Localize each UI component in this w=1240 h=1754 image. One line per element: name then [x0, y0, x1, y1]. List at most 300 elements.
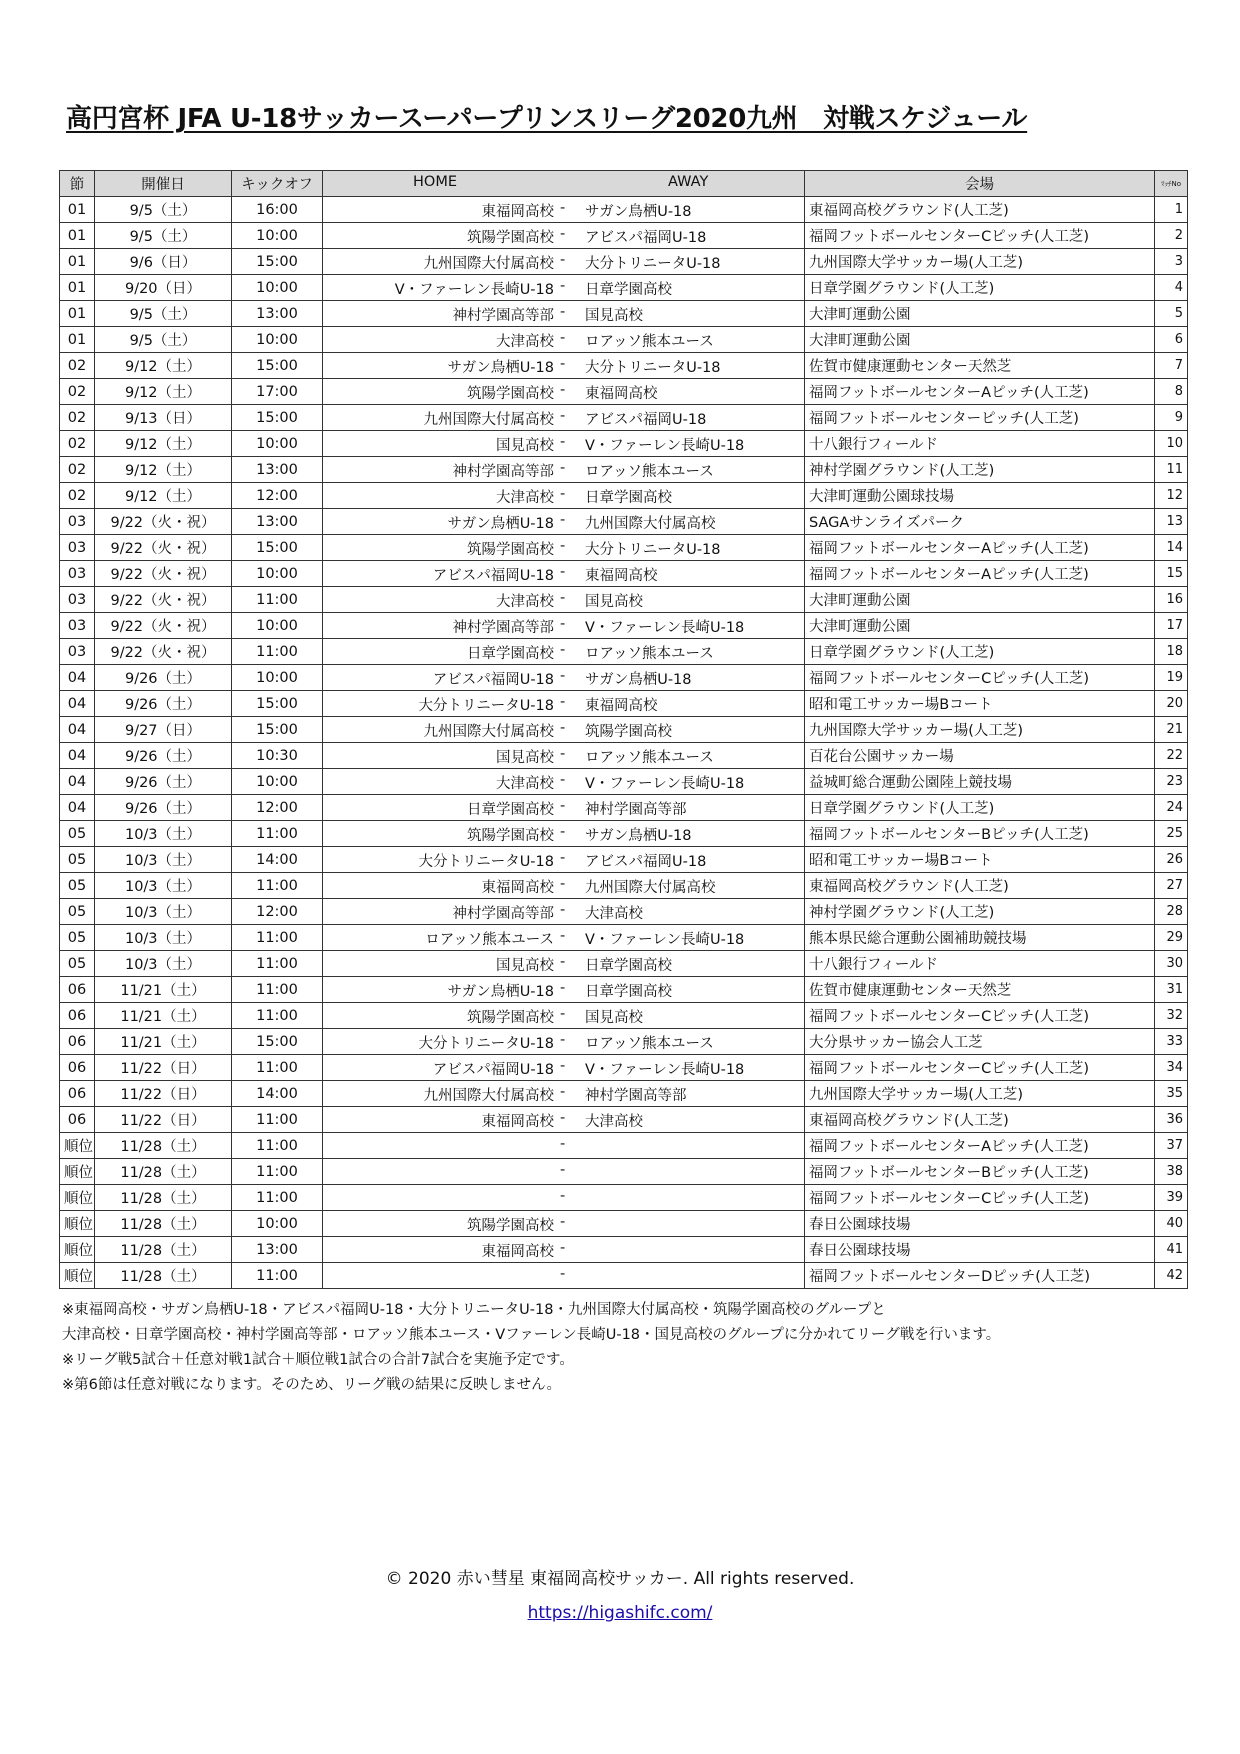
date-cell: 9/20（日） — [95, 275, 232, 301]
venue-cell: 神村学園グラウンド(人工芝) — [805, 457, 1155, 483]
date-cell: 11/21（土） — [95, 1003, 232, 1029]
round-cell: 05 — [60, 899, 95, 925]
table-row — [60, 275, 1188, 301]
kickoff-cell: 15:00 — [232, 691, 323, 717]
venue-cell: SAGAサンライズパーク — [805, 509, 1155, 535]
away-team: ロアッソ熊本ユース — [585, 334, 714, 350]
table-row — [60, 561, 1188, 587]
table-row — [60, 665, 1188, 691]
date-cell: 9/22（火・祝） — [95, 561, 232, 587]
date-cell: 11/22（日） — [95, 1081, 232, 1107]
venue-cell: 昭和電工サッカー場Bコート — [805, 691, 1155, 717]
vs-separator: - — [560, 720, 566, 736]
match-cell — [323, 1133, 805, 1159]
away-team: V・ファーレン長崎U-18 — [585, 776, 745, 792]
vs-separator: - — [560, 616, 566, 632]
away-team: 東福岡高校 — [585, 698, 658, 714]
kickoff-cell: 10:00 — [232, 561, 323, 587]
away-team: 国見高校 — [585, 1010, 643, 1026]
match-no-cell: 38 — [1155, 1159, 1188, 1185]
home-team: 九州国際大付属高校 — [423, 1088, 554, 1104]
venue-cell: 大津町運動公園 — [805, 587, 1155, 613]
kickoff-cell: 11:00 — [232, 1159, 323, 1185]
vs-separator: - — [560, 1162, 566, 1178]
date-cell: 9/6（日） — [95, 249, 232, 275]
home-team: 筑陽学園高校 — [467, 386, 554, 402]
away-team: サガン鳥栖U-18 — [585, 828, 692, 844]
table-row — [60, 899, 1188, 925]
venue-cell: 熊本県民総合運動公園補助競技場 — [805, 925, 1155, 951]
copyright-text: © 2020 赤い彗星 東福岡高校サッカー. All rights reserved. — [385, 1569, 855, 1589]
venue-cell: 昭和電工サッカー場Bコート — [805, 847, 1155, 873]
notes — [62, 1298, 1000, 1398]
match-no-cell: 1 — [1155, 197, 1188, 223]
home-team: アビスパ福岡U-18 — [432, 672, 554, 688]
date-cell: 10/3（土） — [95, 925, 232, 951]
away-team: ロアッソ熊本ユース — [585, 646, 714, 662]
round-cell: 04 — [60, 769, 95, 795]
match-cell — [323, 561, 805, 587]
match-cell — [323, 223, 805, 249]
venue-cell: 日章学園グラウンド(人工芝) — [805, 639, 1155, 665]
vs-separator: - — [560, 1006, 566, 1022]
kickoff-cell: 11:00 — [232, 639, 323, 665]
table-row — [60, 379, 1188, 405]
away-team: アビスパ福岡U-18 — [585, 412, 707, 428]
date-cell: 9/22（火・祝） — [95, 587, 232, 613]
header-round: 節 — [60, 171, 95, 197]
note-line: 大津高校・日章学園高校・神村学園高等部・ロアッソ熊本ユース・Vファーレン長崎U-18・国見高校のグループに分かれてリーグ戦を行います。 — [62, 1327, 1001, 1343]
table-row — [60, 743, 1188, 769]
venue-cell: 九州国際大学サッカー場(人工芝) — [805, 717, 1155, 743]
vs-separator: - — [560, 226, 566, 242]
kickoff-cell: 11:00 — [232, 1185, 323, 1211]
round-cell: 02 — [60, 483, 95, 509]
table-row — [60, 691, 1188, 717]
round-cell: 04 — [60, 795, 95, 821]
match-cell — [323, 899, 805, 925]
kickoff-cell: 11:00 — [232, 873, 323, 899]
away-team: 大津高校 — [585, 1114, 643, 1130]
away-team: アビスパ福岡U-18 — [585, 230, 707, 246]
home-team: 神村学園高等部 — [452, 620, 554, 636]
table-row — [60, 717, 1188, 743]
vs-separator: - — [560, 434, 566, 450]
home-team: サガン鳥栖U-18 — [447, 516, 554, 532]
date-cell: 11/28（土） — [95, 1263, 232, 1289]
vs-separator: - — [560, 1188, 566, 1204]
date-cell: 10/3（土） — [95, 951, 232, 977]
match-no-cell: 32 — [1155, 1003, 1188, 1029]
kickoff-cell: 10:00 — [232, 769, 323, 795]
match-no-cell: 39 — [1155, 1185, 1188, 1211]
table-row — [60, 769, 1188, 795]
kickoff-cell: 10:00 — [232, 431, 323, 457]
vs-separator: - — [560, 200, 566, 216]
home-team: ロアッソ熊本ユース — [425, 932, 554, 948]
table-row — [60, 431, 1188, 457]
date-cell: 9/12（土） — [95, 483, 232, 509]
match-cell — [323, 665, 805, 691]
kickoff-cell: 15:00 — [232, 353, 323, 379]
table-row — [60, 405, 1188, 431]
date-cell: 9/12（土） — [95, 457, 232, 483]
kickoff-cell: 10:00 — [232, 275, 323, 301]
match-no-cell: 35 — [1155, 1081, 1188, 1107]
vs-separator: - — [560, 1240, 566, 1256]
date-cell: 9/5（土） — [95, 301, 232, 327]
match-no-cell: 29 — [1155, 925, 1188, 951]
match-no-cell: 27 — [1155, 873, 1188, 899]
match-no-cell: 19 — [1155, 665, 1188, 691]
round-cell: 05 — [60, 847, 95, 873]
table-row — [60, 1107, 1188, 1133]
home-team: 九州国際大付属高校 — [423, 724, 554, 740]
round-cell: 05 — [60, 873, 95, 899]
vs-separator: - — [560, 954, 566, 970]
date-cell: 9/26（土） — [95, 665, 232, 691]
round-cell: 03 — [60, 561, 95, 587]
match-no-cell: 5 — [1155, 301, 1188, 327]
kickoff-cell: 10:00 — [232, 665, 323, 691]
venue-cell: 春日公園球技場 — [805, 1211, 1155, 1237]
date-cell: 9/26（土） — [95, 795, 232, 821]
table-row — [60, 483, 1188, 509]
match-cell — [323, 353, 805, 379]
round-cell: 03 — [60, 639, 95, 665]
kickoff-cell: 11:00 — [232, 951, 323, 977]
round-cell: 06 — [60, 1107, 95, 1133]
vs-separator: - — [560, 356, 566, 372]
away-team: アビスパ福岡U-18 — [585, 854, 707, 870]
round-cell: 01 — [60, 275, 95, 301]
away-team: 大分トリニータU-18 — [585, 542, 721, 558]
vs-separator: - — [560, 330, 566, 346]
away-team: 日章学園高校 — [585, 958, 672, 974]
table-row — [60, 1133, 1188, 1159]
match-cell — [323, 1211, 805, 1237]
away-team: ロアッソ熊本ユース — [585, 464, 714, 480]
venue-cell: 春日公園球技場 — [805, 1237, 1155, 1263]
match-no-cell: 26 — [1155, 847, 1188, 873]
table-row — [60, 977, 1188, 1003]
website-link[interactable]: https://higashifc.com/ — [527, 1603, 713, 1623]
away-team: 神村学園高等部 — [585, 802, 687, 818]
table-row — [60, 197, 1188, 223]
home-team: 大分トリニータU-18 — [418, 698, 554, 714]
venue-cell: 東福岡高校グラウンド(人工芝) — [805, 873, 1155, 899]
vs-separator: - — [560, 486, 566, 502]
away-team: 東福岡高校 — [585, 386, 658, 402]
match-cell — [323, 1029, 805, 1055]
round-cell: 04 — [60, 691, 95, 717]
vs-separator: - — [560, 1266, 566, 1282]
round-cell: 05 — [60, 925, 95, 951]
venue-cell: 神村学園グラウンド(人工芝) — [805, 899, 1155, 925]
note-line: ※リーグ戦5試合＋任意対戦1試合＋順位戦1試合の合計7試合を実施予定です。 — [62, 1352, 574, 1368]
home-team: 大分トリニータU-18 — [418, 1036, 554, 1052]
vs-separator: - — [560, 278, 566, 294]
home-team: 日章学園高校 — [467, 802, 554, 818]
date-cell: 10/3（土） — [95, 847, 232, 873]
round-cell: 順位 — [60, 1133, 95, 1159]
home-team: 神村学園高等部 — [452, 464, 554, 480]
match-no-cell: 22 — [1155, 743, 1188, 769]
table-row — [60, 1159, 1188, 1185]
venue-cell: 福岡フットボールセンターCピッチ(人工芝) — [805, 223, 1155, 249]
venue-cell: 福岡フットボールセンターAピッチ(人工芝) — [805, 561, 1155, 587]
round-cell: 02 — [60, 405, 95, 431]
header-away: AWAY — [668, 174, 709, 190]
match-cell — [323, 1055, 805, 1081]
table-row — [60, 1211, 1188, 1237]
match-no-cell: 13 — [1155, 509, 1188, 535]
venue-cell: 東福岡高校グラウンド(人工芝) — [805, 197, 1155, 223]
away-team: 神村学園高等部 — [585, 1088, 687, 1104]
match-no-cell: 18 — [1155, 639, 1188, 665]
table-row — [60, 509, 1188, 535]
home-team: V・ファーレン長崎U-18 — [394, 282, 554, 298]
kickoff-cell: 15:00 — [232, 405, 323, 431]
match-cell — [323, 275, 805, 301]
round-cell: 05 — [60, 821, 95, 847]
vs-separator: - — [560, 642, 566, 658]
home-team: アビスパ福岡U-18 — [432, 568, 554, 584]
home-team: 筑陽学園高校 — [467, 1010, 554, 1026]
schedule-body — [60, 197, 1188, 1289]
match-cell — [323, 1185, 805, 1211]
match-cell — [323, 977, 805, 1003]
venue-cell: 福岡フットボールセンターピッチ(人工芝) — [805, 405, 1155, 431]
round-cell: 06 — [60, 1081, 95, 1107]
home-team: 大分トリニータU-18 — [418, 854, 554, 870]
match-cell — [323, 795, 805, 821]
match-no-cell: 42 — [1155, 1263, 1188, 1289]
vs-separator: - — [560, 928, 566, 944]
kickoff-cell: 10:30 — [232, 743, 323, 769]
home-team: 九州国際大付属高校 — [423, 256, 554, 272]
match-cell — [323, 379, 805, 405]
table-row — [60, 847, 1188, 873]
away-team: 大津高校 — [585, 906, 643, 922]
match-no-cell: 12 — [1155, 483, 1188, 509]
table-row — [60, 1185, 1188, 1211]
round-cell: 01 — [60, 249, 95, 275]
home-team: 大津高校 — [496, 490, 554, 506]
match-cell — [323, 951, 805, 977]
match-cell — [323, 327, 805, 353]
match-no-cell: 7 — [1155, 353, 1188, 379]
match-cell — [323, 1159, 805, 1185]
header-kickoff: キックオフ — [232, 171, 323, 197]
match-cell — [323, 639, 805, 665]
venue-cell: 益城町総合運動公園陸上競技場 — [805, 769, 1155, 795]
venue-cell: 日章学園グラウンド(人工芝) — [805, 795, 1155, 821]
match-no-cell: 14 — [1155, 535, 1188, 561]
table-row — [60, 457, 1188, 483]
match-no-cell: 3 — [1155, 249, 1188, 275]
vs-separator: - — [560, 746, 566, 762]
kickoff-cell: 15:00 — [232, 249, 323, 275]
table-row — [60, 613, 1188, 639]
round-cell: 06 — [60, 977, 95, 1003]
date-cell: 10/3（土） — [95, 821, 232, 847]
home-team: 神村学園高等部 — [452, 308, 554, 324]
kickoff-cell: 15:00 — [232, 535, 323, 561]
date-cell: 11/21（土） — [95, 1029, 232, 1055]
away-team: ロアッソ熊本ユース — [585, 750, 714, 766]
home-team: 筑陽学園高校 — [467, 1218, 554, 1234]
match-no-cell: 15 — [1155, 561, 1188, 587]
date-cell: 11/28（土） — [95, 1159, 232, 1185]
note-line: ※第6節は任意対戦になります。そのため、リーグ戦の結果に反映しません。 — [62, 1377, 562, 1393]
vs-separator: - — [560, 408, 566, 424]
match-cell — [323, 691, 805, 717]
date-cell: 9/22（火・祝） — [95, 613, 232, 639]
match-cell — [323, 821, 805, 847]
kickoff-cell: 17:00 — [232, 379, 323, 405]
round-cell: 順位 — [60, 1185, 95, 1211]
away-team: ロアッソ熊本ユース — [585, 1036, 714, 1052]
match-cell — [323, 405, 805, 431]
match-no-cell: 28 — [1155, 899, 1188, 925]
date-cell: 10/3（土） — [95, 899, 232, 925]
venue-cell: 日章学園グラウンド(人工芝) — [805, 275, 1155, 301]
vs-separator: - — [560, 824, 566, 840]
home-team: 東福岡高校 — [481, 1114, 554, 1130]
match-no-cell: 11 — [1155, 457, 1188, 483]
date-cell: 11/28（土） — [95, 1185, 232, 1211]
round-cell: 01 — [60, 327, 95, 353]
date-cell: 9/5（土） — [95, 223, 232, 249]
match-cell — [323, 483, 805, 509]
round-cell: 01 — [60, 223, 95, 249]
header-venue: 会場 — [805, 171, 1155, 197]
round-cell: 02 — [60, 457, 95, 483]
table-row — [60, 1055, 1188, 1081]
table-row — [60, 873, 1188, 899]
venue-cell: 大分県サッカー協会人工芝 — [805, 1029, 1155, 1055]
table-row — [60, 1029, 1188, 1055]
vs-separator: - — [560, 798, 566, 814]
venue-cell: 十八銀行フィールド — [805, 951, 1155, 977]
away-team: 東福岡高校 — [585, 568, 658, 584]
match-no-cell: 33 — [1155, 1029, 1188, 1055]
date-cell: 9/26（土） — [95, 769, 232, 795]
vs-separator: - — [560, 772, 566, 788]
kickoff-cell: 16:00 — [232, 197, 323, 223]
match-no-cell: 40 — [1155, 1211, 1188, 1237]
date-cell: 11/22（日） — [95, 1055, 232, 1081]
date-cell: 9/5（土） — [95, 197, 232, 223]
match-cell — [323, 717, 805, 743]
table-row — [60, 821, 1188, 847]
match-no-cell: 2 — [1155, 223, 1188, 249]
kickoff-cell: 10:00 — [232, 327, 323, 353]
match-cell — [323, 197, 805, 223]
match-no-cell: 31 — [1155, 977, 1188, 1003]
round-cell: 順位 — [60, 1237, 95, 1263]
kickoff-cell: 13:00 — [232, 509, 323, 535]
venue-cell: 九州国際大学サッカー場(人工芝) — [805, 1081, 1155, 1107]
table-row — [60, 639, 1188, 665]
date-cell: 11/28（土） — [95, 1237, 232, 1263]
kickoff-cell: 11:00 — [232, 977, 323, 1003]
table-row — [60, 1003, 1188, 1029]
away-team: 九州国際大付属高校 — [585, 516, 716, 532]
home-team: サガン鳥栖U-18 — [447, 360, 554, 376]
venue-cell: 福岡フットボールセンターDピッチ(人工芝) — [805, 1263, 1155, 1289]
away-team: 日章学園高校 — [585, 984, 672, 1000]
away-team: 筑陽学園高校 — [585, 724, 672, 740]
vs-separator: - — [560, 538, 566, 554]
match-no-cell: 4 — [1155, 275, 1188, 301]
match-cell — [323, 769, 805, 795]
home-team: 国見高校 — [496, 750, 554, 766]
table-row — [60, 925, 1188, 951]
venue-cell: 福岡フットボールセンターCピッチ(人工芝) — [805, 1055, 1155, 1081]
date-cell: 9/26（土） — [95, 691, 232, 717]
home-team: 大津高校 — [496, 334, 554, 350]
match-cell — [323, 587, 805, 613]
home-team: 国見高校 — [496, 958, 554, 974]
date-cell: 9/27（日） — [95, 717, 232, 743]
home-team: サガン鳥栖U-18 — [447, 984, 554, 1000]
date-cell: 9/22（火・祝） — [95, 535, 232, 561]
note-line: ※東福岡高校・サガン鳥栖U-18・アビスパ福岡U-18・大分トリニータU-18・九州国際大付属高校・筑陽学園高校のグループと — [62, 1302, 886, 1318]
table-row — [60, 1237, 1188, 1263]
match-cell — [323, 1237, 805, 1263]
venue-cell: 佐賀市健康運動センター天然芝 — [805, 977, 1155, 1003]
match-cell — [323, 1081, 805, 1107]
match-cell — [323, 925, 805, 951]
kickoff-cell: 11:00 — [232, 1263, 323, 1289]
round-cell: 05 — [60, 951, 95, 977]
venue-cell: 百花台公園サッカー場 — [805, 743, 1155, 769]
match-no-cell: 8 — [1155, 379, 1188, 405]
home-team: 筑陽学園高校 — [467, 828, 554, 844]
match-no-cell: 25 — [1155, 821, 1188, 847]
kickoff-cell: 13:00 — [232, 1237, 323, 1263]
date-cell: 9/12（土） — [95, 431, 232, 457]
home-team: 大津高校 — [496, 776, 554, 792]
home-team: 東福岡高校 — [481, 204, 554, 220]
kickoff-cell: 10:00 — [232, 223, 323, 249]
table-row — [60, 249, 1188, 275]
vs-separator: - — [560, 1058, 566, 1074]
date-cell: 9/26（土） — [95, 743, 232, 769]
match-no-cell: 21 — [1155, 717, 1188, 743]
vs-separator: - — [560, 850, 566, 866]
kickoff-cell: 12:00 — [232, 795, 323, 821]
round-cell: 02 — [60, 379, 95, 405]
footer — [0, 1564, 1240, 1637]
match-no-cell: 37 — [1155, 1133, 1188, 1159]
away-team: 九州国際大付属高校 — [585, 880, 716, 896]
round-cell: 順位 — [60, 1211, 95, 1237]
round-cell: 04 — [60, 717, 95, 743]
away-team: サガン鳥栖U-18 — [585, 672, 692, 688]
table-row — [60, 1263, 1188, 1289]
kickoff-cell: 15:00 — [232, 1029, 323, 1055]
round-cell: 03 — [60, 509, 95, 535]
home-team: 日章学園高校 — [467, 646, 554, 662]
away-team: サガン鳥栖U-18 — [585, 204, 692, 220]
venue-cell: 福岡フットボールセンターCピッチ(人工芝) — [805, 1003, 1155, 1029]
venue-cell: 福岡フットボールセンターAピッチ(人工芝) — [805, 535, 1155, 561]
kickoff-cell: 10:00 — [232, 613, 323, 639]
away-team: 国見高校 — [585, 594, 643, 610]
